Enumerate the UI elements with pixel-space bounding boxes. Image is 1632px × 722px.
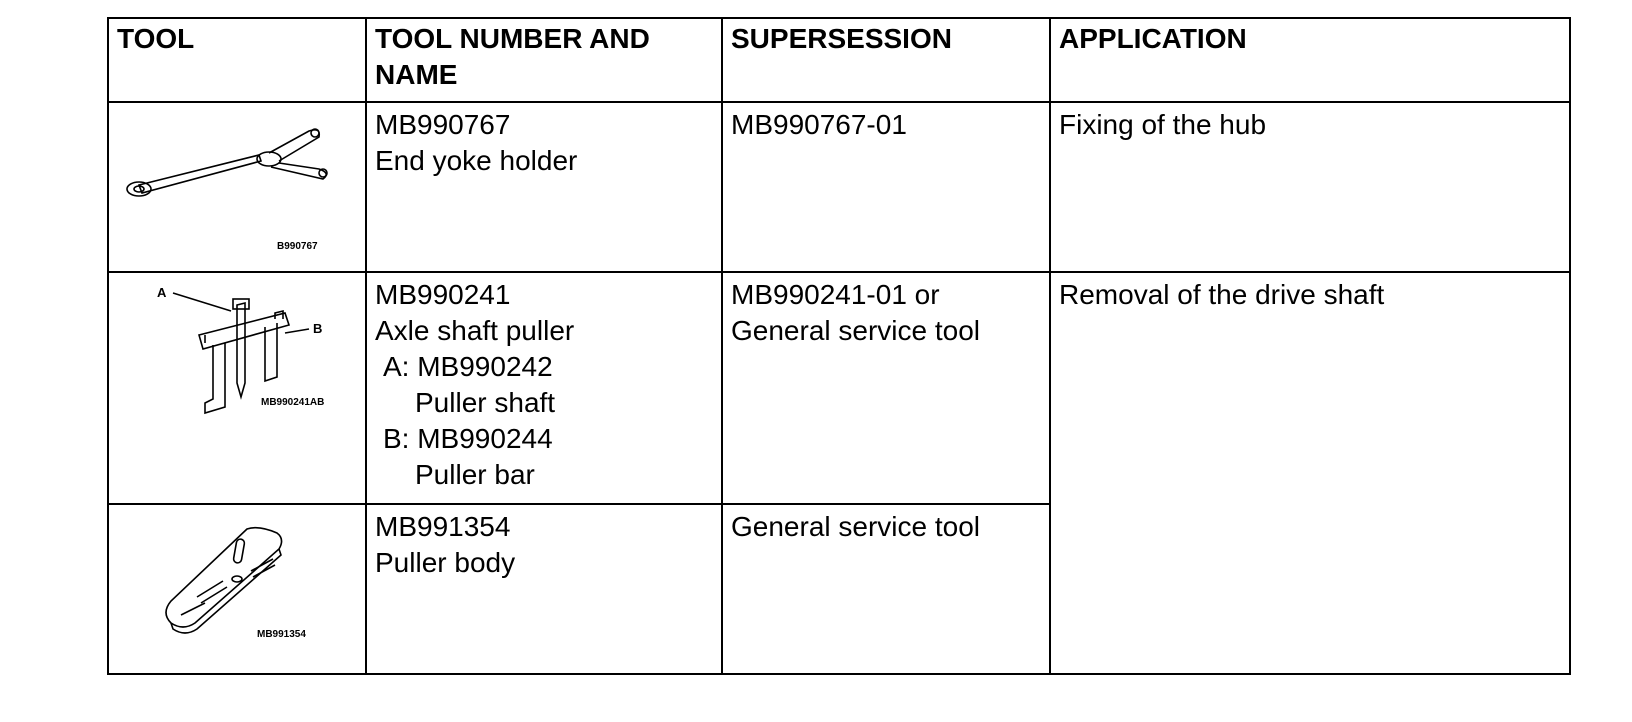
header-application: APPLICATION: [1050, 18, 1570, 102]
tool-caption: B990767: [277, 241, 318, 252]
part-b-name: Puller bar: [415, 459, 535, 490]
header-tool-number-and-name: [366, 18, 722, 102]
tool-number: MB991354: [375, 511, 511, 542]
puller-body-illustration: [109, 505, 367, 669]
tool-number-name-cell: [366, 102, 722, 272]
tool-image-cell: [108, 504, 366, 674]
label-b: B: [313, 321, 323, 336]
header-tool: TOOL: [108, 18, 366, 102]
table-row: [108, 272, 1570, 504]
tool-number-name-cell: [366, 272, 722, 504]
supersession-value: General service tool: [731, 511, 981, 542]
supersession-cell: [722, 504, 1050, 674]
supersession-value: MB990767-01: [731, 109, 907, 140]
supersession-line2: General service tool: [731, 315, 981, 346]
supersession-cell: [722, 102, 1050, 272]
tool-image-cell: [108, 102, 366, 272]
header-number-name-line1: TOOL NUMBER AND: [375, 23, 650, 54]
tool-number-name-cell: [366, 504, 722, 674]
application-value: Fixing of the hub: [1059, 109, 1267, 140]
part-b-number: B: MB990244: [383, 423, 553, 454]
part-a-number: A: MB990242: [383, 351, 553, 382]
part-a-name: Puller shaft: [415, 387, 556, 418]
tool-number: MB990241: [375, 279, 511, 310]
tool-name: End yoke holder: [375, 145, 578, 176]
tool-image-cell: [108, 272, 366, 504]
header-supersession: SUPERSESSION: [722, 18, 1050, 102]
special-tools-table: [107, 17, 1571, 675]
header-row: [108, 18, 1570, 102]
label-a: A: [157, 285, 167, 300]
application-cell: [1050, 102, 1570, 272]
tool-name: Axle shaft puller: [375, 315, 575, 346]
supersession-line1: MB990241-01 or: [731, 279, 940, 310]
supersession-cell: [722, 272, 1050, 504]
header-number-name-line2: NAME: [375, 59, 458, 90]
tool-caption: MB991354: [257, 629, 306, 640]
table-row: [108, 102, 1570, 272]
tool-caption: MB990241AB: [261, 397, 325, 408]
application-cell: [1050, 272, 1570, 674]
end-yoke-holder-illustration: [109, 103, 367, 267]
tool-name: Puller body: [375, 547, 516, 578]
tool-number: MB990767: [375, 109, 511, 140]
axle-shaft-puller-illustration: [109, 273, 367, 499]
application-value: Removal of the drive shaft: [1059, 279, 1385, 310]
